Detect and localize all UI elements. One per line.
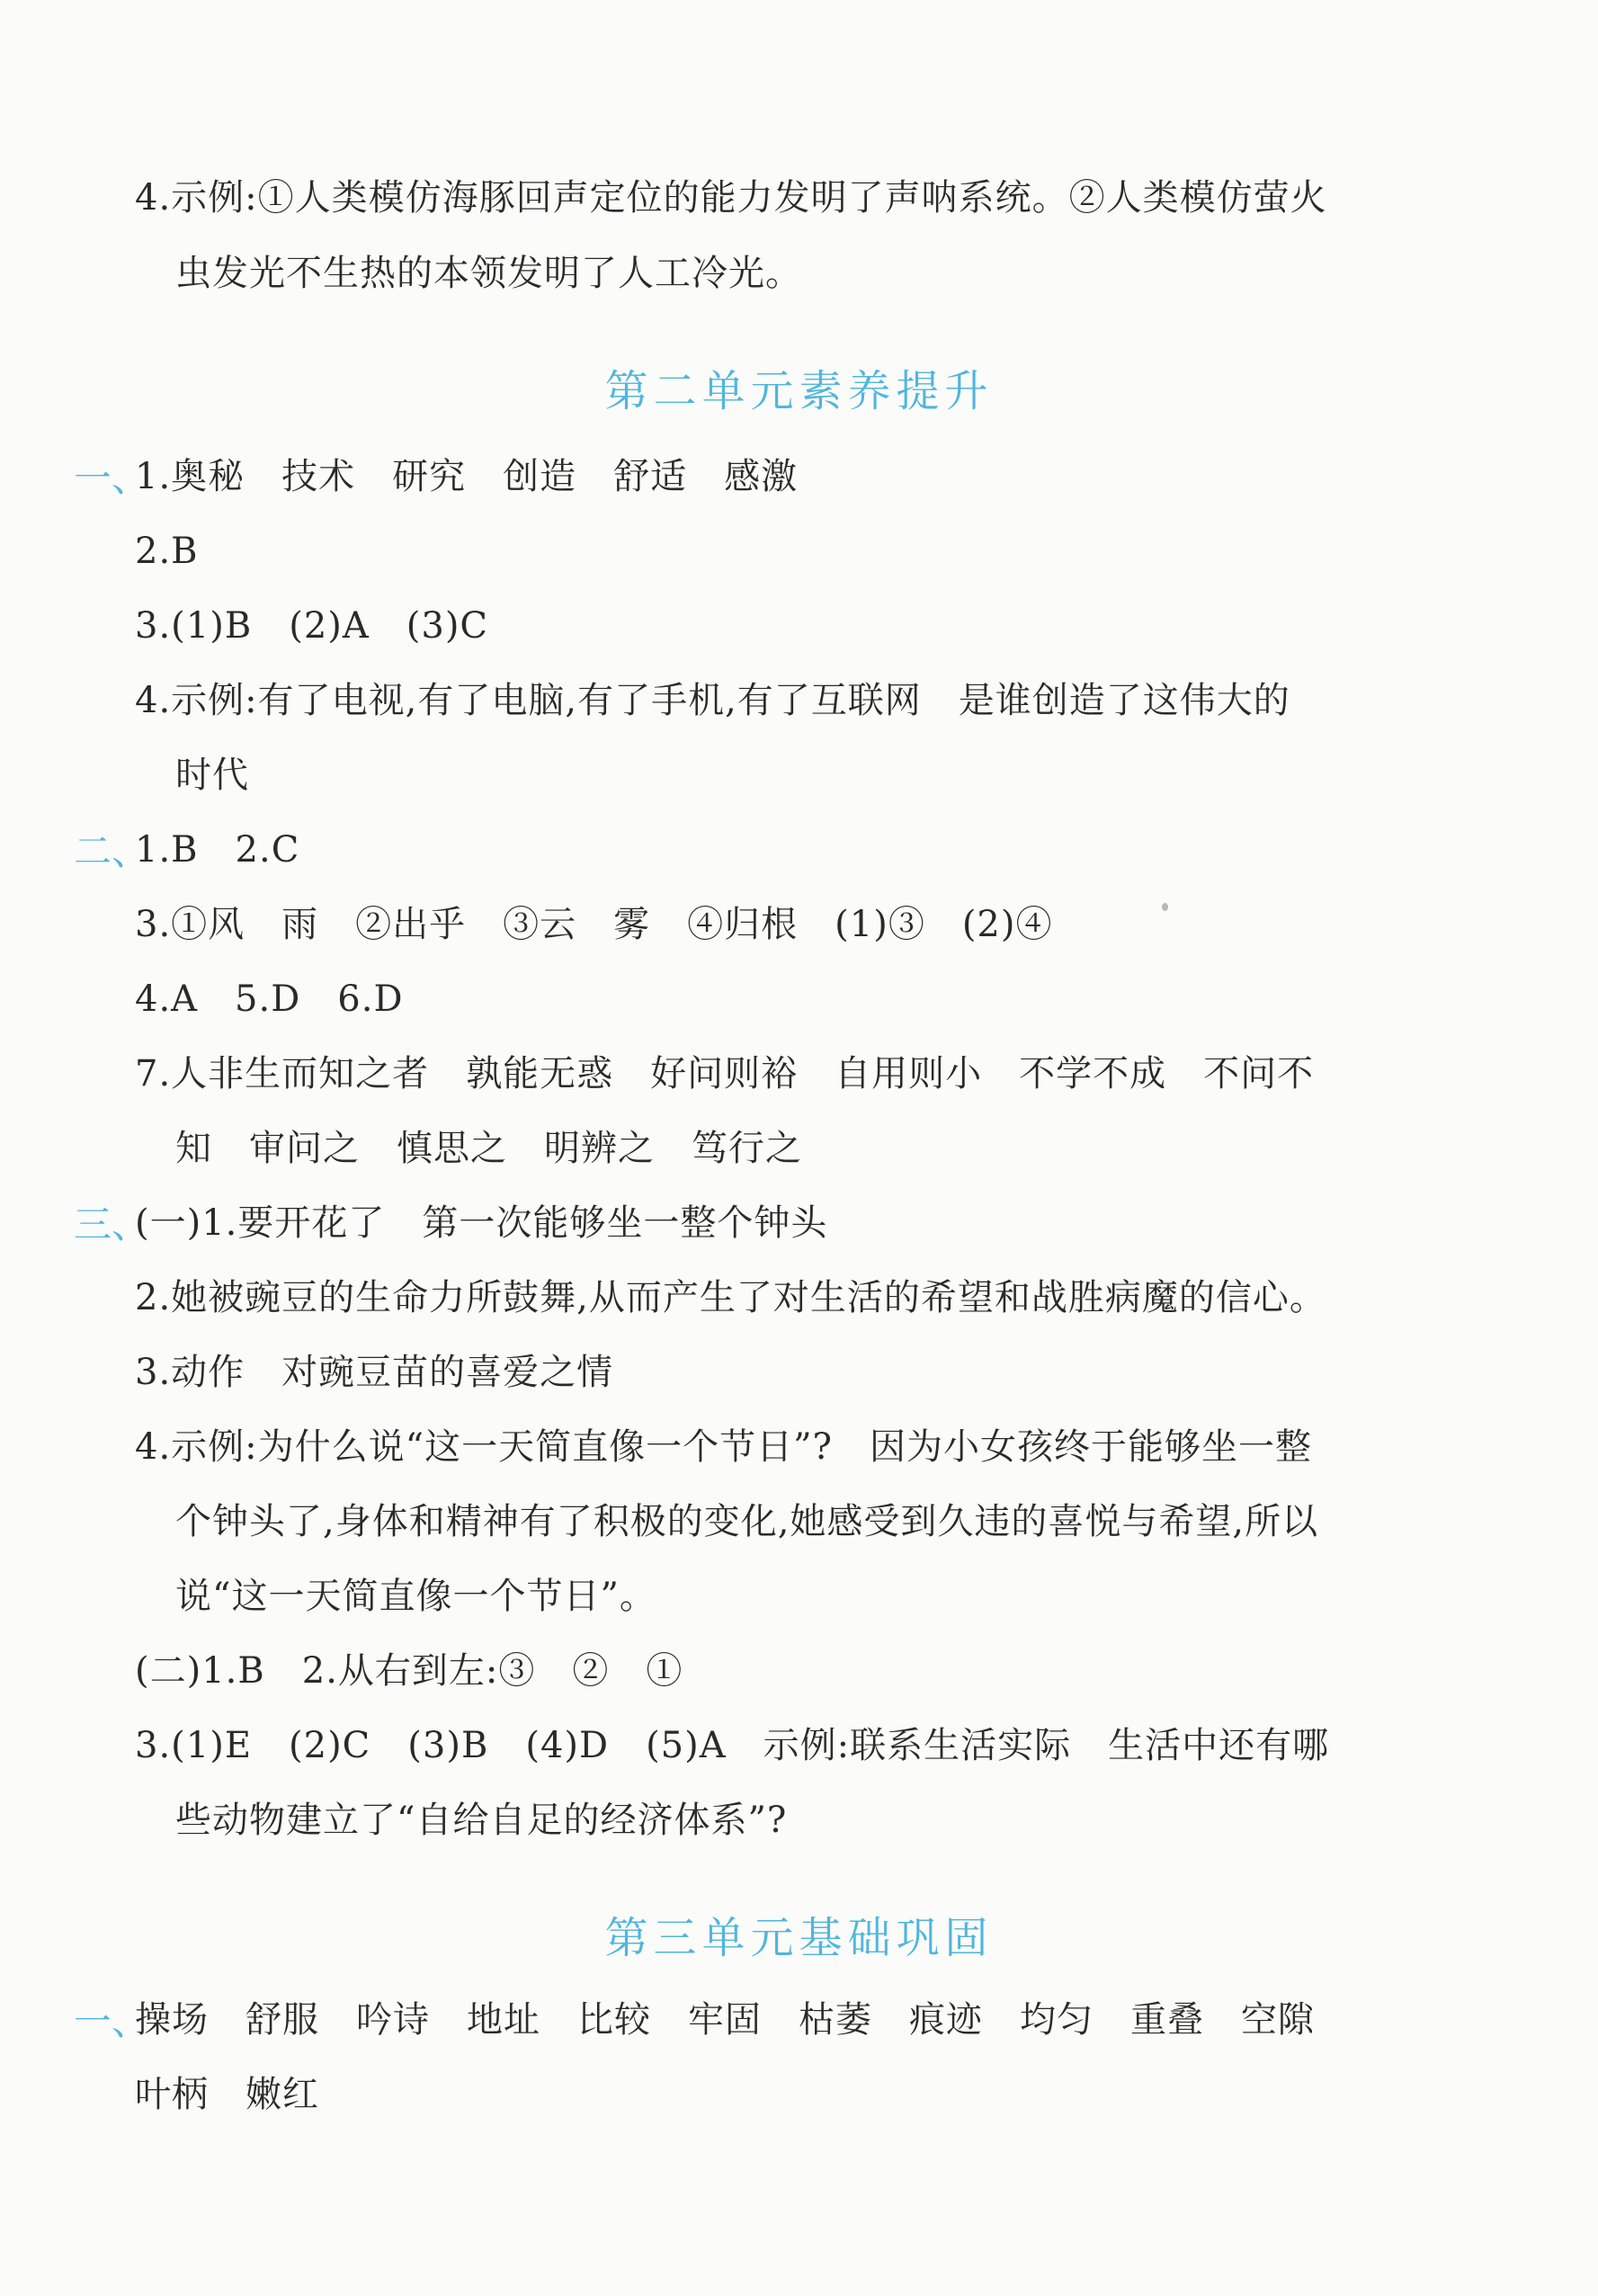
answer-line: 虫发光不生热的本领发明了人工冷光。 <box>175 253 802 294</box>
answer-line: 4.A 5.D 6.D <box>135 978 404 1020</box>
answer-line: 2.她被豌豆的生命力所鼓舞,从而产生了对生活的希望和战胜病魔的信心。 <box>135 1277 1326 1318</box>
answer-line: 4.示例:有了电视,有了电脑,有了手机,有了互联网 是谁创造了这伟大的 <box>135 680 1290 721</box>
answer-line: 3.①风 雨 ②出乎 ③云 雾 ④归根 (1)③ (2)④ <box>135 904 1053 945</box>
answer-line: 3.(1)E (2)C (3)B (4)D (5)A 示例:联系生活实际 生活中还有哪 <box>135 1725 1330 1766</box>
answer-line: 个钟头了,身体和精神有了积极的变化,她感受到久违的喜悦与希望,所以 <box>175 1501 1319 1542</box>
part-marker: 二、 <box>74 829 150 873</box>
answer-line: 叶柄 嫩红 <box>135 2074 319 2115</box>
answer-line: 3.(1)B (2)A (3)C <box>135 605 489 647</box>
answer-line: 4.示例:为什么说“这一天简直像一个节日”? 因为小女孩终于能够坐一整 <box>135 1426 1312 1468</box>
answer-line: 2.B <box>135 531 199 572</box>
answer-line: 时代 <box>175 755 249 796</box>
part-marker: 三、 <box>74 1202 150 1246</box>
answer-line: 些动物建立了“自给自足的经济体系”? <box>175 1800 788 1841</box>
answer-line: 操场 舒服 吟诗 地址 比较 牢固 枯萎 痕迹 均匀 重叠 空隙 <box>135 1999 1315 2041</box>
section-title: 第三单元基础巩固 <box>604 1913 994 1963</box>
part-marker: 一、 <box>74 456 150 500</box>
answer-line: 3.动作 对豌豆苗的喜爱之情 <box>135 1352 614 1393</box>
answer-line: 1.B 2.C <box>135 829 300 871</box>
section-title: 第二单元素养提升 <box>604 366 994 416</box>
answer-line: 7.人非生而知之者 孰能无惑 好问则裕 自用则小 不学不成 不问不 <box>135 1053 1315 1094</box>
scan-speck <box>1162 903 1168 911</box>
answer-line: (一)1.要开花了 第一次能够坐一整个钟头 <box>135 1202 828 1244</box>
answer-line: 知 审问之 慎思之 明辨之 笃行之 <box>175 1128 802 1169</box>
answer-line: (二)1.B 2.从右到左:③ ② ① <box>135 1650 683 1692</box>
answer-line: 说“这一天简直像一个节日”。 <box>175 1576 656 1617</box>
part-marker: 一、 <box>74 1999 150 2043</box>
answer-line: 4.示例:①人类模仿海豚回声定位的能力发明了声呐系统。②人类模仿萤火 <box>135 177 1327 219</box>
answer-line: 1.奥秘 技术 研究 创造 舒适 感激 <box>135 456 799 497</box>
